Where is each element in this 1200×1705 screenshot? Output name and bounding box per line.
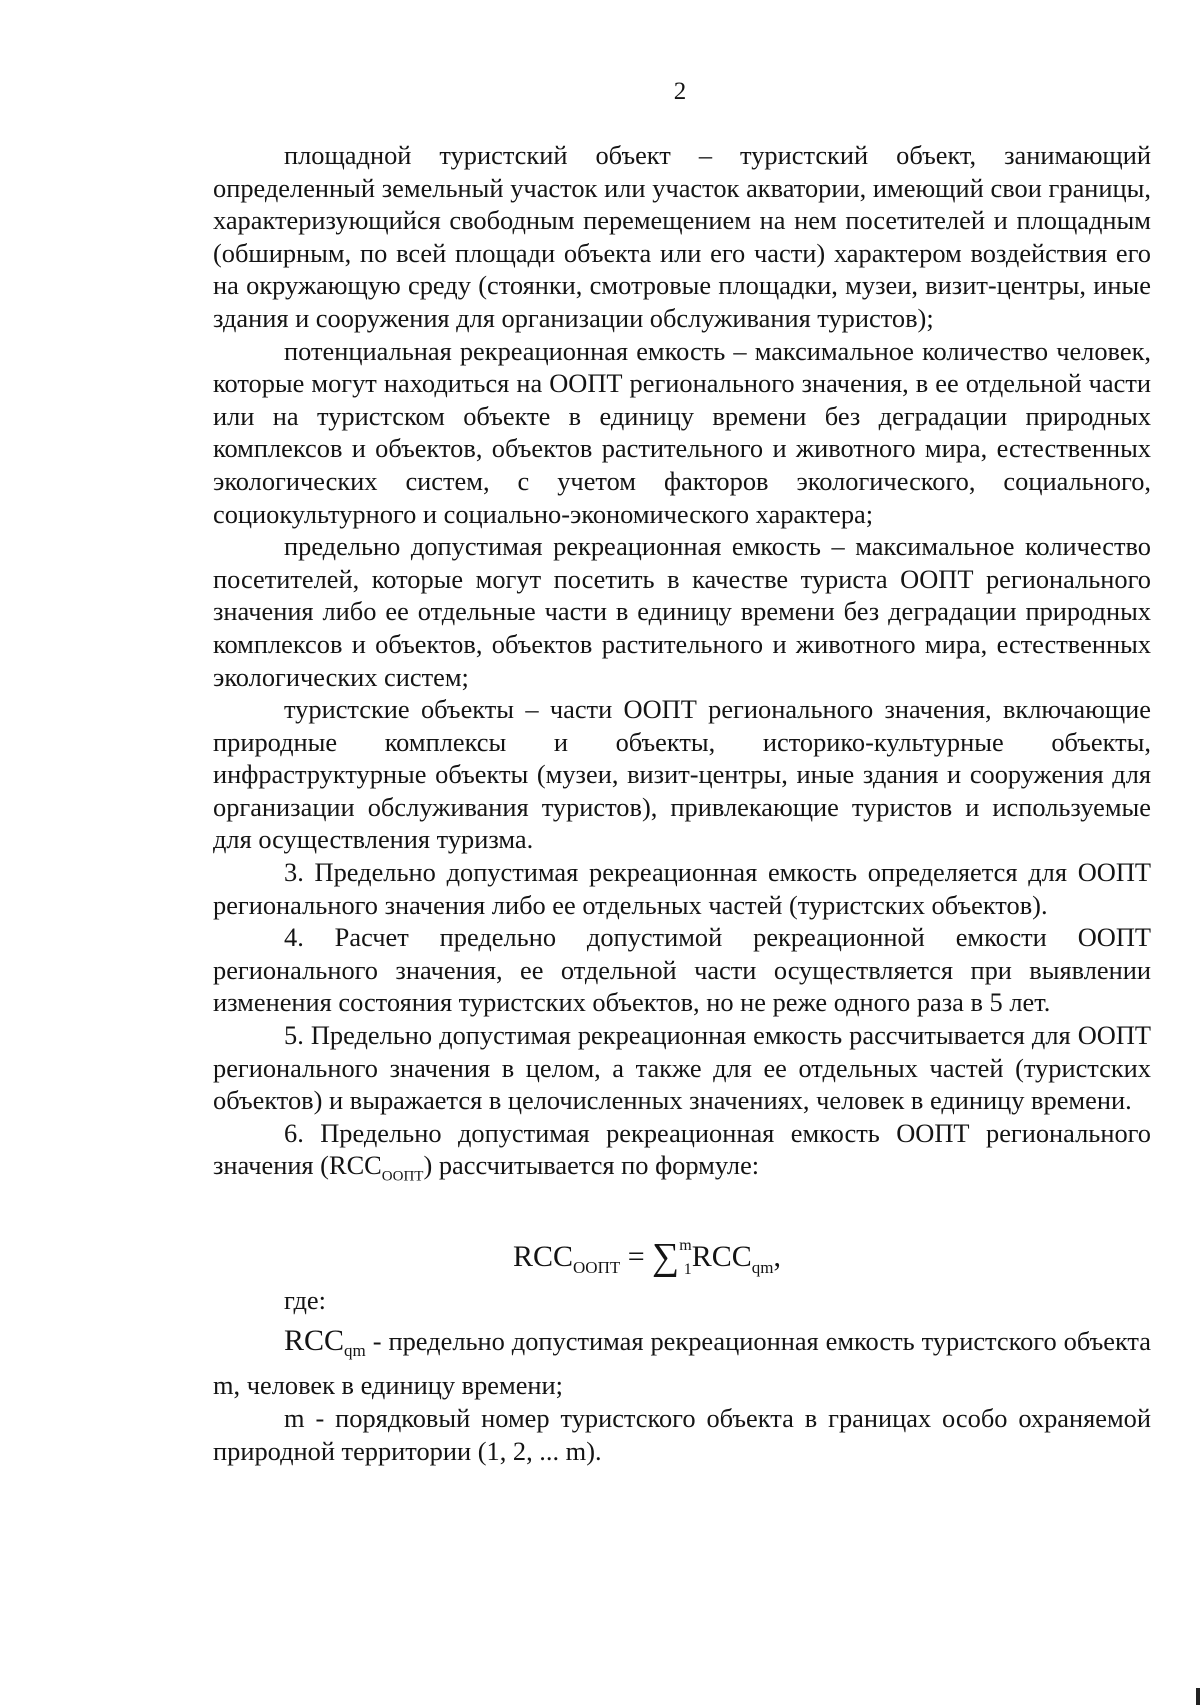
definition-rcc-text: - предельно допустимая рекреационная емкость туристского объекта m, человек в единицу времени;: [213, 1326, 1151, 1401]
definition-rcc-symbol-text: RCC: [284, 1324, 345, 1358]
paragraph-item-4: 4. Расчет предельно допустимой рекреационной емкости ООПТ регионального значения, ее отдельной части осуществляется при выявлении изменения состояния туристских объектов, но не реже одного раза в 5 лет.: [213, 922, 1151, 1018]
definition-rcc-symbol: [284, 1324, 366, 1361]
formula: [213, 1218, 1151, 1280]
page-number: 2: [673, 78, 687, 105]
paragraph-item-3: 3. Предельно допустимая рекреационная емкость определяется для ООПТ регионального значения либо ее отдельных частей (туристских объектов).: [213, 857, 1151, 920]
paragraph-item-6: [213, 1117, 1151, 1193]
document-body: [213, 139, 1151, 1467]
definition-m: [213, 1402, 1151, 1467]
paragraph-area-object: площадной туристский объект – туристский объект, занимающий определенный земельный участок или участок акватории, имеющий свои границы, характеризующийся свободным перемещением на нем посетителей и площадным (обширным, по всей площади объекта или его части) характером воздействия его на окружающую среду (стоянки, смотровые площадки, музеи, визит-центры, иные здания и сооружения для организации обслуживания туристов);: [213, 140, 1151, 333]
formula-equals: =: [620, 1240, 653, 1274]
scan-edge-mark: [1196, 1688, 1200, 1705]
formula-rhs-subscript: qm: [751, 1258, 774, 1278]
formula-expression: [513, 1228, 781, 1288]
sum-upper-limit: m: [679, 1237, 692, 1255]
definition-rcc-symbol-subscript: qm: [344, 1341, 366, 1361]
paragraph-item-5: 5. Предельно допустимая рекреационная емкость рассчитывается для ООПТ регионального значения в целом, а также для ее отдельных частей (туристских объектов) и выражается в целочисленных значениях, человек в единицу времени.: [213, 1020, 1151, 1116]
paragraph-potential-capacity: потенциальная рекреационная емкость – максимальное количество человек, которые могут находиться на ООПТ регионального значения, в ее отдельной части или на туристском объекте в единицу времени без деградации природных комплексов и объектов, объектов растительного и животного мира, естественных экологических систем, с учетом факторов экологического, социального, социокультурного и социально-экономического характера;: [213, 335, 1151, 529]
paragraph-tourist-objects: туристские объекты – части ООПТ регионального значения, включающие природные комплексы и объекты, историко-культурные объекты, инфраструктурные объекты (музеи, визит-центры, иные здания и сооружения для организации обслуживания туристов), привлекающие туристов и используемые для осуществления туризма.: [213, 694, 1151, 855]
formula-rhs: RCC: [691, 1240, 752, 1274]
formula-comma: ,: [773, 1240, 781, 1274]
definition-rcc-qm: [213, 1324, 1151, 1402]
paragraph-max-capacity: предельно допустимая рекреационная емкость – максимальное количество посетителей, которые могут посетить в качестве туриста ООПТ регионального значения либо ее отдельные части в единицу времени без деградации природных комплексов и объектов, объектов растительного и животного мира, естественных экологических систем;: [213, 531, 1151, 692]
paragraph-item-6-subscript: ООПТ: [381, 1168, 424, 1185]
paragraph-item-6-text-end: ) рассчитывается по формуле:: [423, 1150, 760, 1181]
formula-lhs: RCC: [513, 1240, 574, 1274]
where-label: где:: [284, 1285, 326, 1316]
definition-m-text: - порядковый номер туристского объекта в границах особо охраняемой природной территории (1, 2, ... m).: [213, 1403, 1151, 1466]
sum-symbol: ∑: [652, 1236, 680, 1279]
paragraph-item-6-text: 6. Предельно допустимая рекреационная емкость ООПТ регионального значения (RCC: [213, 1117, 1151, 1181]
definition-m-symbol: m: [284, 1403, 305, 1434]
formula-lhs-subscript: ООПТ: [573, 1258, 621, 1278]
sum-lower-limit: 1: [683, 1261, 692, 1279]
